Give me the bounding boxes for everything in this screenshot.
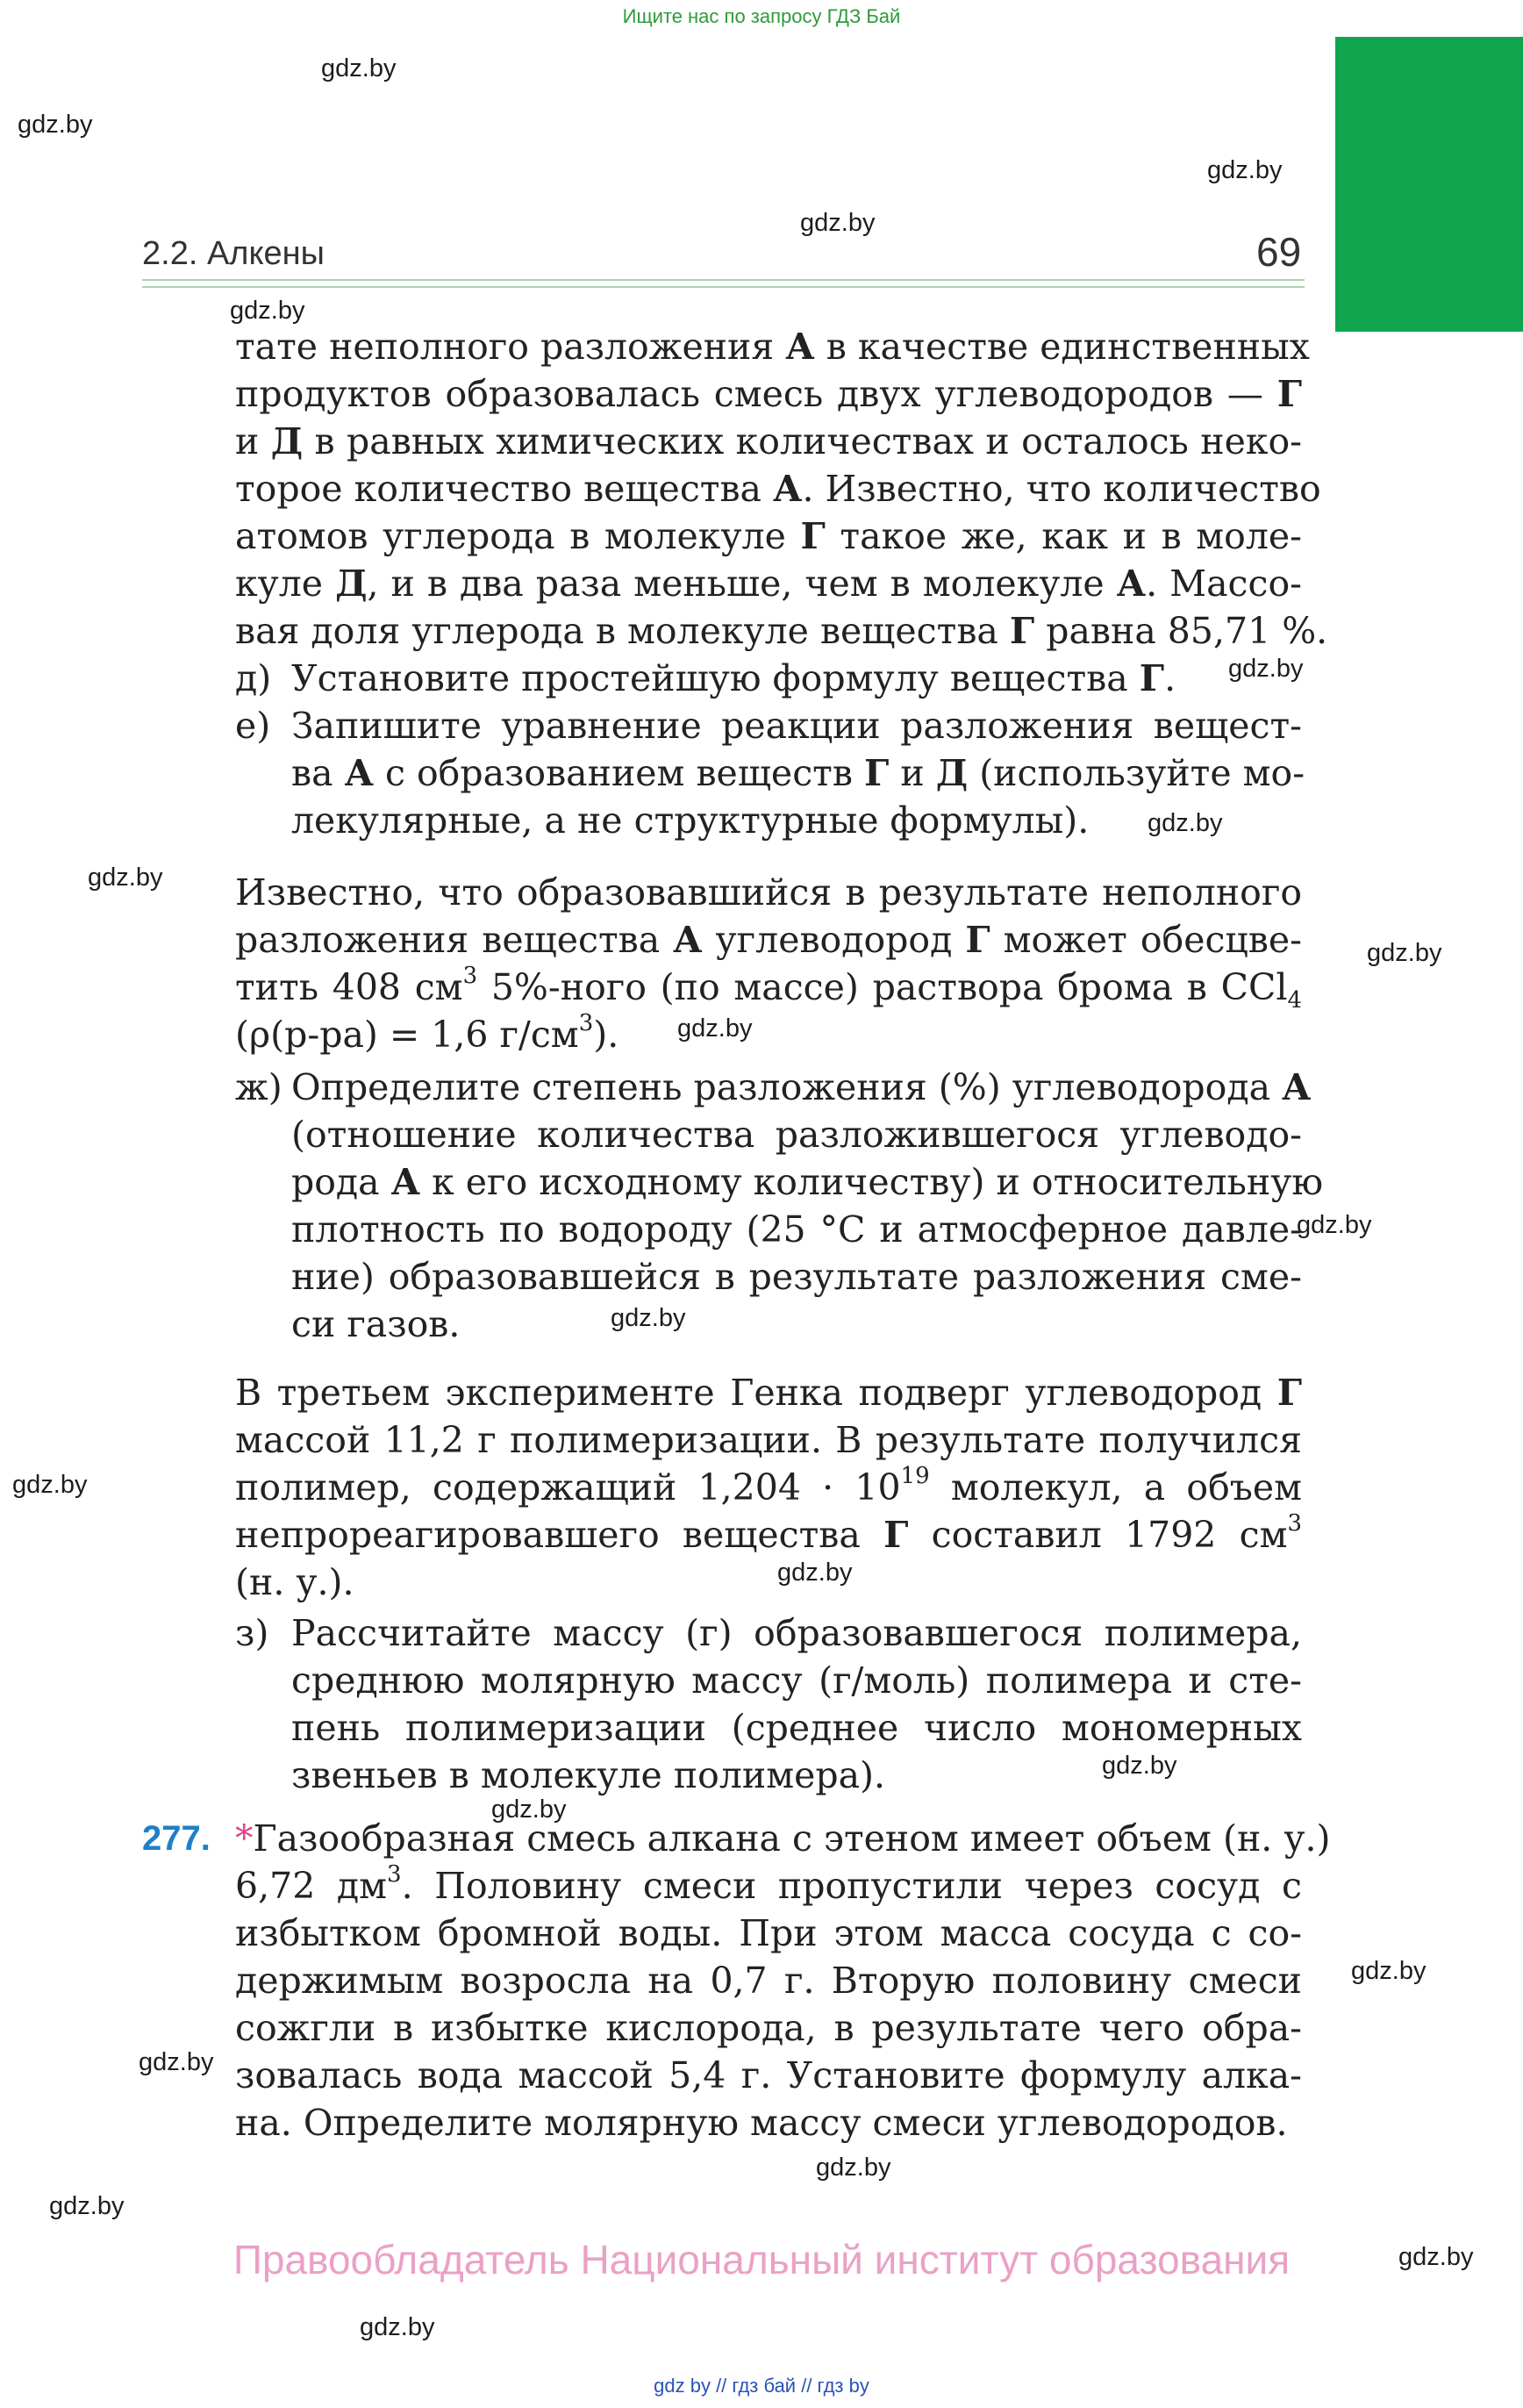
watermark: gdz.by — [491, 1795, 567, 1824]
text-line: куле Д, и в два раза меньше, чем в молекуле А. Массо- — [235, 563, 1303, 605]
text-line: тате неполного разложения А в качестве единственных — [235, 326, 1310, 368]
watermark: gdz.by — [800, 209, 876, 237]
watermark: gdz.by — [611, 1304, 686, 1332]
text-line: Известно, что образовавшийся в результате неполного — [235, 871, 1302, 914]
text-line: тить 408 $см^3$ 5%-ного (по массе) раствора брома в CCl$_4$ — [235, 963, 1302, 1014]
text-line: массой 11,2 г полимеризации. В результате получился — [235, 1419, 1302, 1461]
text-line: звеньев в молекуле полимера). — [291, 1754, 886, 1796]
question-e: е) Запишите уравнение реакции разложения вещест- — [235, 705, 1302, 747]
watermark: gdz.by — [1228, 655, 1304, 683]
text-line: ва А с образованием веществ Г и Д (используйте мо- — [291, 752, 1305, 794]
text-line: (отношение количества разложившегося углеводо- — [291, 1114, 1302, 1156]
text-line: си газов. — [291, 1303, 461, 1345]
text-line: В третьем эксперименте Генка подверг углеводород Г — [235, 1372, 1302, 1414]
watermark: gdz.by — [139, 2048, 214, 2076]
watermark: gdz.by — [1367, 939, 1442, 967]
text-line: (ρ(р-ра) = 1,6 $г/см^3$). — [235, 1010, 619, 1056]
text-line: непрореагировавшего вещества Г составил 1792 $см^3$ — [235, 1510, 1303, 1556]
watermark: gdz.by — [1297, 1211, 1372, 1239]
text-line: вая доля углерода в молекуле вещества Г равна 85,71 %. — [235, 610, 1328, 652]
text-line: среднюю молярную массу (г/моль) полимера и сте- — [291, 1659, 1302, 1702]
copyright-notice: Правообладатель Национальный институт образования — [232, 2237, 1291, 2283]
chapter-tab — [1335, 37, 1523, 332]
text-line: *Газообразная смесь алкана с этеном имеет объем (н. у.) — [235, 1817, 1331, 1860]
watermark: gdz.by — [1207, 156, 1283, 184]
header-rule — [142, 279, 1305, 288]
watermark: gdz.by — [1398, 2243, 1474, 2271]
star-mark: * — [235, 1817, 254, 1860]
watermark: gdz.by — [1148, 809, 1223, 837]
watermark: gdz.by — [677, 1014, 753, 1043]
watermark: gdz.by — [49, 2192, 125, 2220]
text-line: сожгли в избытке кислорода, в результате чего обра- — [235, 2007, 1302, 2049]
watermark: gdz.by — [18, 111, 93, 139]
text-line: продуктов образовалась смесь двух углеводородов — Г — [235, 373, 1302, 415]
section-title: 2.2. Алкены — [142, 235, 325, 272]
text-line: избытком бромной воды. При этом масса сосуда с со- — [235, 1912, 1302, 1954]
question-zh: ж) Определите степень разложения (%) углеводорода А — [235, 1066, 1312, 1108]
watermark: gdz.by — [1102, 1752, 1177, 1780]
text-line: на. Определите молярную массу смеси углеводородов. — [235, 2102, 1288, 2144]
text-line: торое количество вещества А. Известно, что количество — [235, 468, 1321, 510]
text-line: 6,72 $дм^3$. Половину смеси пропустили через сосуд с — [235, 1861, 1302, 1907]
text-line: и Д в равных химических количествах и осталось неко- — [235, 420, 1302, 462]
question-z: з) Рассчитайте массу (г) образовавшегося полимера, — [235, 1612, 1302, 1654]
text-line: держимым возросла на 0,7 г. Вторую половину смеси — [235, 1960, 1302, 2002]
text-line: плотность по водороду (25 °С и атмосферное давле- — [291, 1208, 1302, 1251]
watermark: gdz.by — [230, 297, 305, 325]
watermark: gdz.by — [360, 2313, 435, 2341]
watermark: gdz.by — [777, 1559, 853, 1587]
page-number: 69 — [1256, 229, 1302, 275]
watermark: gdz.by — [1351, 1957, 1426, 1985]
text-line: лекулярные, а не структурные формулы). — [291, 799, 1090, 842]
text-line: атомов углерода в молекуле Г такое же, как и в моле- — [235, 515, 1302, 557]
text-line: разложения вещества А углеводород Г может обесцве- — [235, 919, 1302, 961]
text-line: рода А к его исходному количеству) и относительную — [291, 1161, 1324, 1203]
question-d: д) Установите простейшую формулу вещества Г. — [235, 657, 1176, 699]
watermark: gdz.by — [321, 54, 397, 82]
text-line: полимер, содержащий $1,204 \cdot 10^{19}$ молекул, а объем — [235, 1463, 1302, 1509]
text-line: пень полимеризации (среднее число мономерных — [291, 1707, 1302, 1749]
problem-number: 277. — [142, 1819, 211, 1858]
text-line: ние) образовавшейся в результате разложения сме- — [291, 1256, 1302, 1298]
top-banner-link[interactable]: Ищите нас по запросу ГДЗ Бай — [622, 5, 901, 27]
watermark: gdz.by — [816, 2154, 891, 2182]
footer-links[interactable]: gdz by // гдз бай // гдз by — [654, 2375, 869, 2397]
text-line: зовалась вода массой 5,4 г. Установите формулу алка- — [235, 2054, 1302, 2096]
watermark: gdz.by — [12, 1471, 88, 1499]
text-line: (н. у.). — [235, 1561, 354, 1603]
watermark: gdz.by — [88, 864, 163, 892]
